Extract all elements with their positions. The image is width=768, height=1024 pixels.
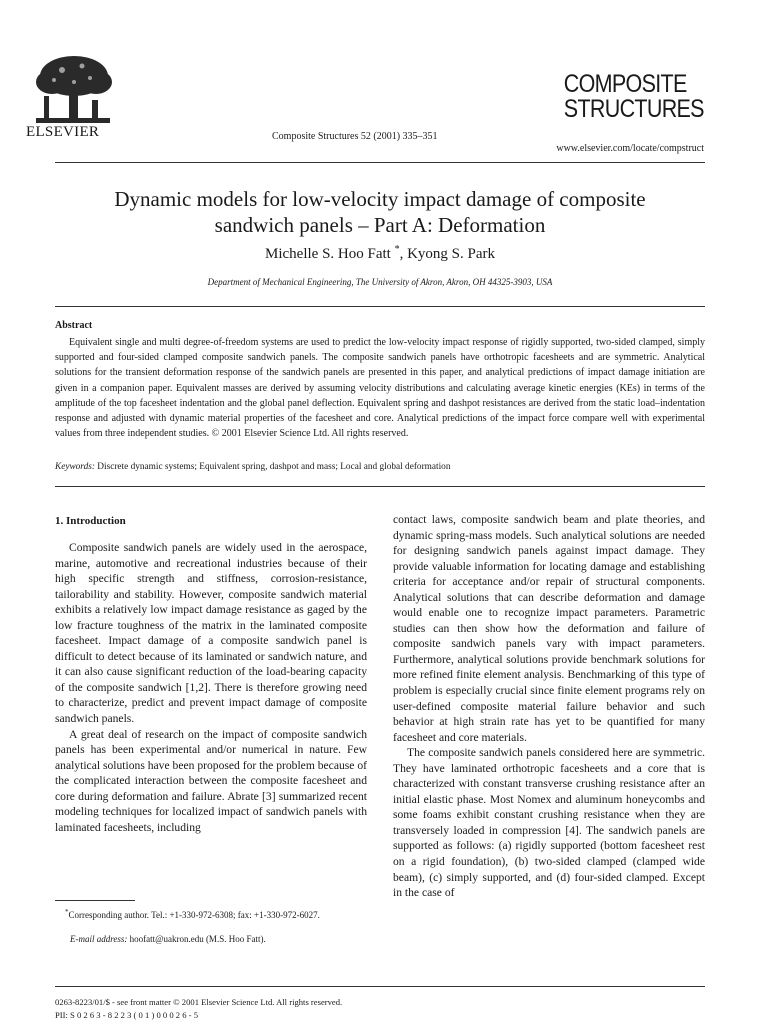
- abstract-bottom-rule: [55, 486, 705, 487]
- author-name: Michelle S. Hoo Fatt: [265, 246, 391, 262]
- author-separator: ,: [399, 246, 408, 262]
- footnote-rule: [55, 900, 135, 901]
- pii-line: PII: S 0 2 6 3 - 8 2 2 3 ( 0 1 ) 0 0 0 2 6 - 5: [55, 1010, 198, 1020]
- journal-url[interactable]: www.elsevier.com/locate/compstruct: [556, 143, 704, 154]
- keywords-label: Keywords:: [55, 462, 95, 472]
- left-column: [55, 540, 367, 835]
- body-paragraph: A great deal of research on the impact of composite sandwich panels has been experimental and/or numerical in nature. Few analytical solutions have been proposed for the problem because of the complicated interaction between the composite facesheet and core during deformation and failure. Abrate [3] summarized recent modeling techniques for localized impact of sandwich panels with laminated facesheets, including: [55, 727, 367, 834]
- abstract-heading: Abstract: [55, 320, 93, 331]
- publisher-name: ELSEVIER: [26, 124, 100, 140]
- journal-reference: Composite Structures 52 (2001) 335–351: [272, 131, 438, 142]
- publication-info: [55, 996, 342, 1022]
- footnote-email: [70, 934, 266, 944]
- abstract-body: Equivalent single and multi degree-of-freedom systems are used to predict the low-velocity impact response of rigidly supported, two-sided clamped, simply supported and four-sided clamped composite sandwich panels. The composite sandwich panels have orthotropic facesheets and are symmetric. Analytical solutions for the transient deformation response of the sandwich panels are presented in this paper, and analytical predictions of impact damage initiation are given in a companion paper. Equivalent masses are derived by assuming velocity distributions and calculating average kinetic energies (KEs) in terms of the amplitude of the top facesheet indentation and the global panel deflection. Equivalent spring and dashpot resistances are derived from the static load–indentation response and adjusted with dynamic material properties of the facesheet and core. Analytical predictions of the impact force compare well with experimental values from three independent studies. © 2001 Elsevier Science Ltd. All rights reserved.: [55, 337, 705, 440]
- journal-title-line2: STRUCTURES: [563, 95, 704, 123]
- body-paragraph: The composite sandwich panels considered here are symmetric. They have laminated orthotropic facesheets and a core that is characterized with constant transverse crushing resistance after an initial elastic phase. Most Nomex and aluminum honeycombs and some foams exhibit constant crushing resistance when they are transversely loaded in compression [4]. The sandwich panels are supported as follows: (a) rigidly supported (bottom facesheet rest on a rigid foundation), (b) two-sided clamped (clamped wide beam), (c) simply supported, and (d) four-sided clamped. Except in the case of: [393, 746, 705, 900]
- journal-title-line1: COMPOSITE: [563, 70, 687, 98]
- section-heading: 1. Introduction: [55, 515, 126, 527]
- header-rule: [55, 162, 705, 163]
- body-paragraph: contact laws, composite sandwich beam and plate theories, and dynamic spring-mass models. Such analytical solutions are needed for designing sandwich panels against impact damage. They provide valuable information for locating damage and establishing criteria for acceptance and/or repair of structural components. Analytical solutions that can describe deformation and damage would enable one to recognize impact parameters. Parametric studies can then show how the deformation and failure of composite sandwich panels vary with impact parameters. Furthermore, analytical solutions provide benchmark solutions for more refined finite element analysis. Benchmarking of this type of problem is especially crucial since finite element programs rely on user-defined composite material failure behavior and such behavior at high strain rate has yet to be quantified for many facesheet and core materials.: [393, 513, 705, 744]
- paper-title-line1: Dynamic models for low-velocity impact damage of composite: [114, 187, 646, 211]
- email-address[interactable]: hoofatt@uakron.edu (M.S. Hoo Fatt).: [129, 934, 266, 944]
- affiliation: Department of Mechanical Engineering, The University of Akron, Akron, OH 44325-3903, USA: [207, 277, 553, 287]
- paper-title: [55, 186, 705, 238]
- abstract-top-rule: [55, 306, 705, 307]
- author-name: Kyong S. Park: [407, 246, 495, 262]
- footer-rule: [55, 986, 705, 987]
- elsevier-tree-logo: [22, 52, 122, 130]
- issn-line: 0263-8223/01/$ - see front matter © 2001 Elsevier Science Ltd. All rights reserved.: [55, 997, 343, 1007]
- footnote: [55, 906, 367, 922]
- keywords-text: Discrete dynamic systems; Equivalent spring, dashpot and mass; Local and global deformation: [97, 462, 451, 472]
- journal-title: [564, 72, 704, 122]
- right-column: [393, 512, 705, 901]
- author-list: [55, 244, 705, 263]
- footnote-mark: *: [65, 908, 69, 916]
- email-label: E-mail address:: [70, 934, 128, 944]
- author-mark: *: [394, 244, 400, 255]
- footnote-text: Corresponding author. Tel.: +1-330-972-6308; fax: +1-330-972-6027.: [68, 910, 320, 920]
- body-paragraph: Composite sandwich panels are widely used in the aerospace, marine, automotive and recreational industries because of their high specific strength and stiffness, corrosion-resistance, tailorability and stability. However, composite sandwich material exhibits a relatively low impact damage resistance as gaged by the low fracture toughness of the matrix in the laminated composite facesheet. Impact damage of a composite sandwich panel is difficult to detect because of its laminated or sandwich nature, and it can also cause significant reduction of the load-bearing capacity of the composite sandwich [1,2]. There is therefore growing need to characterize, predict and prevent impact damage of composite sandwich panels.: [55, 541, 367, 726]
- keywords-line: [55, 462, 705, 472]
- paper-title-line2: sandwich panels – Part A: Deformation: [214, 213, 546, 237]
